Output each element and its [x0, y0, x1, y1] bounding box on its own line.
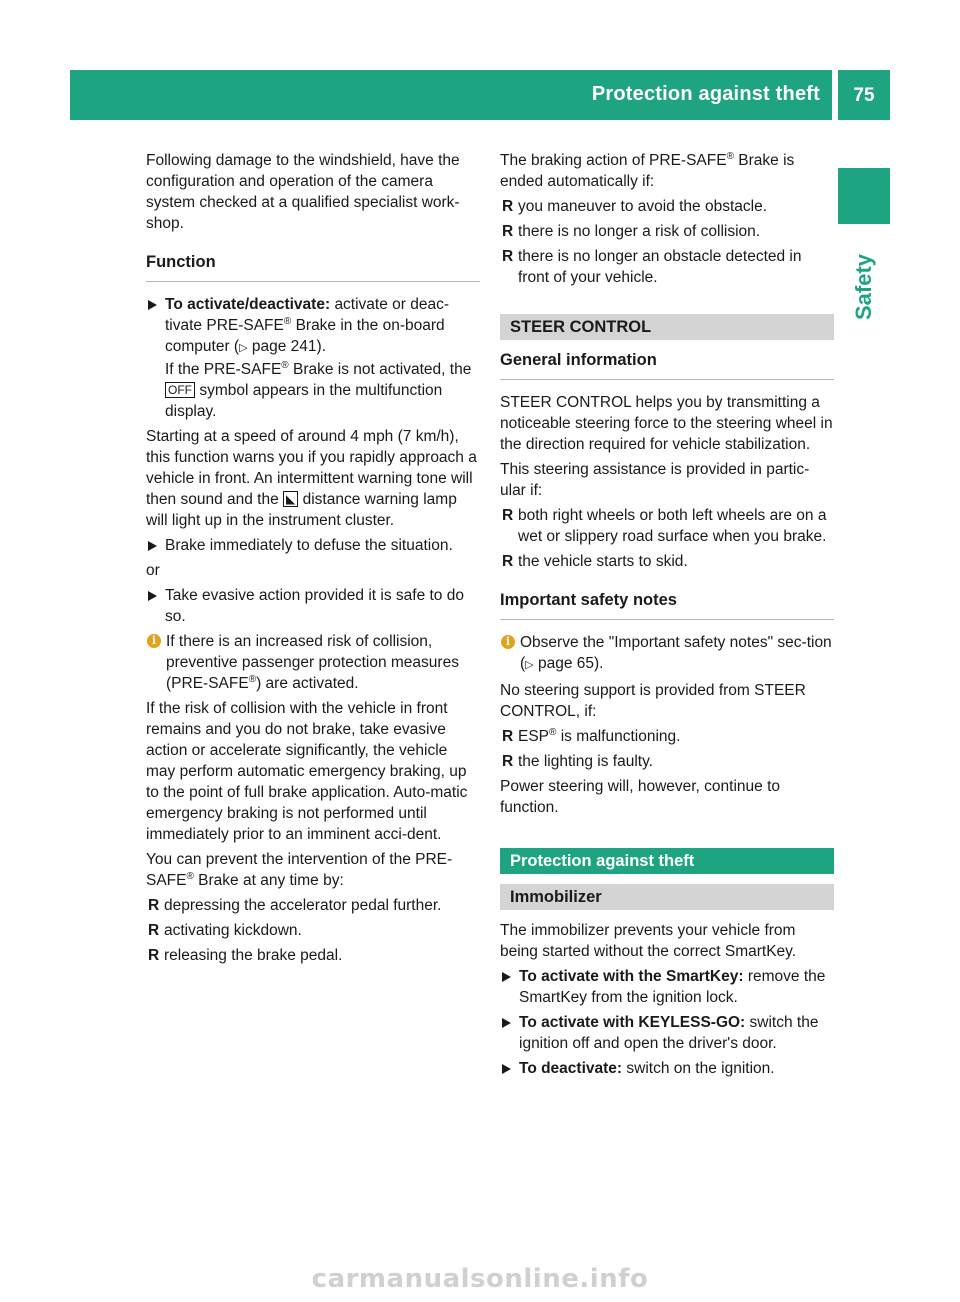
- or-text: or: [146, 562, 160, 579]
- theft-section-bar: Protection against theft: [500, 848, 834, 874]
- step-arrow-icon: [148, 300, 157, 310]
- activate-smartkey-step: To activate with the SmartKey: remove the SmartKey from the ignition lock.: [500, 966, 834, 1008]
- immobilizer-bar: Immobilizer: [500, 884, 834, 910]
- assist-intro: This steering assistance is provided in partic-ular if:: [500, 461, 810, 499]
- step-arrow-icon: [502, 1018, 511, 1028]
- risk-paragraph: If the risk of collision with the vehicle in front remains and you do not brake, take evasive action or accelerate significantly, the vehicle may perform automatic emergency braking, up to the point of full brake application. Auto-matic emergency braking is not performed until immediately prior to an imminent acci-dent.: [146, 700, 468, 843]
- list-item: R the vehicle starts to skid.: [502, 553, 688, 570]
- page-reference-link[interactable]: page 65: [537, 655, 594, 672]
- immobilizer-description: The immobilizer prevents your vehicle from being started without the correct SmartKey.: [500, 922, 797, 960]
- braking-paragraph: The braking action of PRE-SAFE® Brake is ended automatically if:: [500, 150, 795, 190]
- step-arrow-icon: [148, 591, 157, 601]
- no-support-paragraph: No steering support is provided from STEER CONTROL, if:: [500, 682, 806, 720]
- general-info-heading: General information: [500, 350, 834, 380]
- starting-paragraph: Starting at a speed of around 4 mph (7 km/h), this function warns you if you rapidly approach a vehicle in front. An intermittent warning tone will then sound and the ◣ distance warning lamp will light up in the instrument cluster.: [146, 428, 477, 529]
- list-item: R depressing the accelerator pedal further.: [148, 897, 442, 914]
- list-item: R there is no longer an obstacle detected in front of your vehicle.: [502, 248, 802, 286]
- chapter-label: Safety: [851, 253, 876, 321]
- deactivate-step: To deactivate: switch on the ignition.: [500, 1058, 834, 1079]
- evasive-step: Take evasive action provided it is safe to do so.: [146, 585, 480, 627]
- power-steering-paragraph: Power steering will, however, continue to function.: [500, 778, 781, 816]
- list-item: R releasing the brake pedal.: [148, 947, 343, 964]
- info-note: i Observe the "Important safety notes" sec-tion (▷ page 65).: [500, 632, 834, 676]
- left-column: [146, 150, 480, 970]
- prevent-paragraph: You can prevent the intervention of the PRE-SAFE® Brake at any time by:: [146, 851, 453, 889]
- section-title: Protection against theft: [591, 83, 820, 105]
- list-item: R both right wheels or both left wheels are on a wet or slippery road surface when you brake.: [502, 507, 827, 545]
- list-item: R the lighting is faulty.: [502, 753, 653, 770]
- activate-step: To activate/deactivate: activate or deac-tivate PRE-SAFE® Brake in the on-board computer (▷ page 241). If the PRE-SAFE® Brake is not activated, the OFF symbol appears in the multifunction display.: [146, 294, 480, 422]
- function-heading: Function: [146, 252, 480, 282]
- right-column: [500, 150, 834, 1083]
- page-number: 75: [838, 70, 890, 120]
- step-arrow-icon: [502, 972, 511, 982]
- activate-keyless-step: To activate with KEYLESS-GO: switch the ignition off and open the driver's door.: [500, 1012, 834, 1054]
- step-arrow-icon: [148, 541, 157, 551]
- list-item: R you maneuver to avoid the obstacle.: [502, 198, 768, 215]
- intro-paragraph: Following damage to the windshield, have the configuration and operation of the camera system checked at a qualified specialist work-shop.: [146, 152, 460, 232]
- list-item: R activating kickdown.: [148, 922, 302, 939]
- footer-watermark: carmanualsonline.info: [311, 1264, 649, 1294]
- steer-description: STEER CONTROL helps you by transmitting a noticeable steering force to the steering wheel in the direction required for vehicle stabilization.: [500, 394, 833, 453]
- page-reference-link[interactable]: page 241: [251, 338, 317, 355]
- steer-control-bar: STEER CONTROL: [500, 314, 834, 340]
- info-icon: i: [501, 635, 515, 649]
- list-item: R there is no longer a risk of collision.: [502, 223, 761, 240]
- info-icon: i: [147, 634, 161, 648]
- safety-notes-heading: Important safety notes: [500, 590, 834, 620]
- info-note: i If there is an increased risk of collision, preventive passenger protection measures (PRE-SAFE®) are activated.: [146, 631, 480, 694]
- header-bar: [70, 70, 832, 120]
- page-ref-icon: ▷: [239, 342, 248, 354]
- pre-safe-off-icon: OFF: [165, 382, 195, 398]
- distance-warning-lamp-icon: ◣: [283, 491, 298, 507]
- list-item: R ESP® is malfunctioning.: [502, 726, 681, 745]
- step-arrow-icon: [502, 1064, 511, 1074]
- chapter-tab: [838, 168, 890, 224]
- page-ref-icon: ▷: [525, 659, 534, 671]
- brake-step: Brake immediately to defuse the situation.: [146, 535, 480, 556]
